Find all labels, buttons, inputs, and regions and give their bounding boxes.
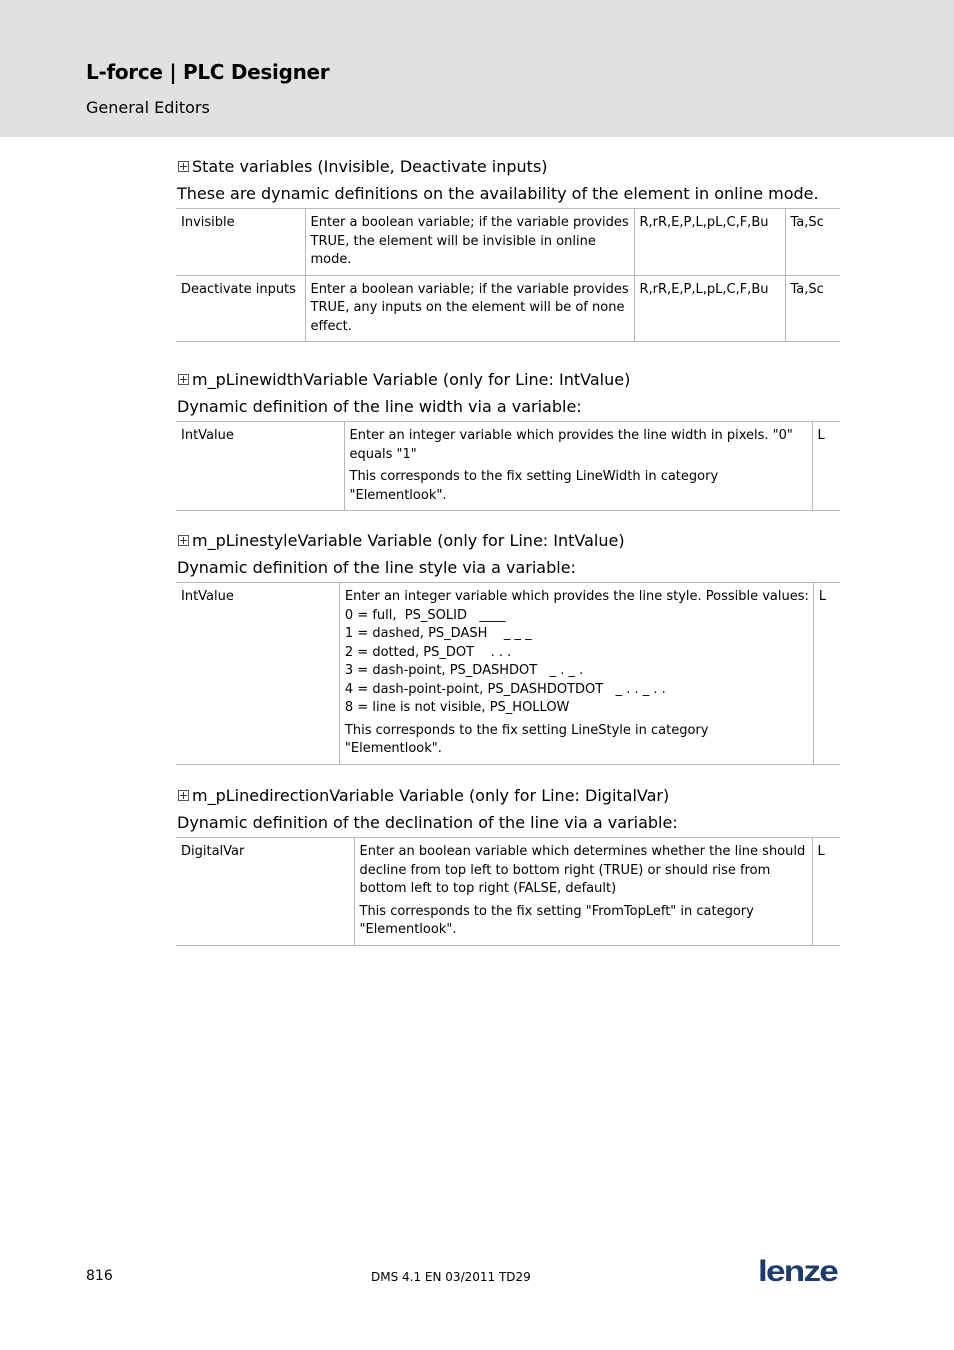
section-linewidth-variable [176,368,840,511]
section-heading-text: m_pLinewidthVariable Variable (only for Line: IntValue) [192,369,631,389]
section-heading-text: m_pLinedirectionVariable Variable (only for Line: DigitalVar) [192,785,670,805]
table-row [176,209,840,276]
property-table [176,837,840,946]
table-row [176,422,840,511]
property-description [344,422,812,511]
property-flags: R,rR,E,P,L,pL,C,F,Bu [634,275,785,342]
description-text: Enter an integer variable which provides the line width in pixels. "0" equals "1" [349,428,793,462]
description-line: 4 = dash-point-point, PS_DASHDOTDOT _ . . _ . . [344,681,666,697]
property-description [339,583,813,765]
description-line: Enter an integer variable which provides the line style. Possible values: [344,589,809,604]
property-flag: L [812,838,840,946]
section-linedirection-variable [176,784,840,946]
expand-plus-icon[interactable] [178,161,189,172]
section-heading-text: State variables (Invisible, Deactivate inputs) [192,156,548,176]
description-line: 0 = full, PS_SOLID ____ [344,607,506,623]
section-state-variables [176,155,840,342]
document-title: L-force | PLC Designer [86,60,330,84]
property-flag: L [812,422,840,511]
description-line: 3 = dash-point, PS_DASHDOT _ . _ . [344,663,584,678]
chapter-subtitle: General Editors [86,98,210,117]
page-number: 816 [86,1268,113,1284]
expand-plus-icon[interactable] [178,790,189,801]
property-name: Deactivate inputs [181,281,296,297]
description-note: This corresponds to the fix setting "FromTopLeft" in category "Elementlook". [359,903,754,937]
description-line: 8 = line is not visible, PS_HOLLOW [344,700,570,715]
property-table [176,421,840,511]
lenze-logo [757,1254,839,1286]
section-heading [176,368,840,390]
description-line: 2 = dotted, PS_DOT . . . [344,644,512,660]
property-description: Enter a boolean variable; if the variable provides TRUE, the element will be invisible in online mode. [305,209,634,276]
section-description: Dynamic definition of the declination of the line via a variable: [177,813,678,832]
expand-plus-icon[interactable] [178,535,189,546]
description-text: Enter an boolean variable which determines whether the line should decline from top left to bottom right (TRUE) or should rise from bottom left to top right (FALSE, default) [359,844,806,896]
section-heading [176,529,840,551]
svg-text:lenze: lenze [758,1255,838,1286]
section-heading [176,155,840,177]
property-name: Invisible [181,215,235,230]
page-header [0,0,954,137]
section-heading [176,784,840,806]
description-note: This corresponds to the fix setting LineWidth in category "Elementlook". [349,469,719,503]
property-table [176,208,840,342]
table-row [176,275,840,342]
description-line: 1 = dashed, PS_DASH _ _ _ [344,626,532,641]
property-flag: L [813,583,840,765]
expand-plus-icon[interactable] [178,374,189,385]
section-description: Dynamic definition of the line width via a variable: [177,397,582,416]
property-scope: Ta,Sc [785,275,840,342]
section-description: Dynamic definition of the line style via a variable: [177,558,576,577]
property-name: IntValue [181,428,234,443]
section-linestyle-variable [176,529,840,765]
property-table [176,582,840,765]
property-description [354,838,812,946]
property-name: DigitalVar [181,844,245,859]
description-note: This corresponds to the fix setting LineStyle in category "Elementlook". [344,722,709,756]
property-flags: R,rR,E,P,L,pL,C,F,Bu [634,209,785,276]
section-heading-text: m_pLinestyleVariable Variable (only for Line: IntValue) [192,530,625,550]
table-row [176,838,840,946]
property-name: IntValue [181,589,234,604]
table-row [176,583,840,765]
section-description: These are dynamic definitions on the availability of the element in online mode. [177,184,819,203]
property-scope: Ta,Sc [785,209,840,276]
document-id: DMS 4.1 EN 03/2011 TD29 [371,1270,531,1284]
property-description: Enter a boolean variable; if the variable provides TRUE, any inputs on the element will be of none effect. [305,275,634,342]
